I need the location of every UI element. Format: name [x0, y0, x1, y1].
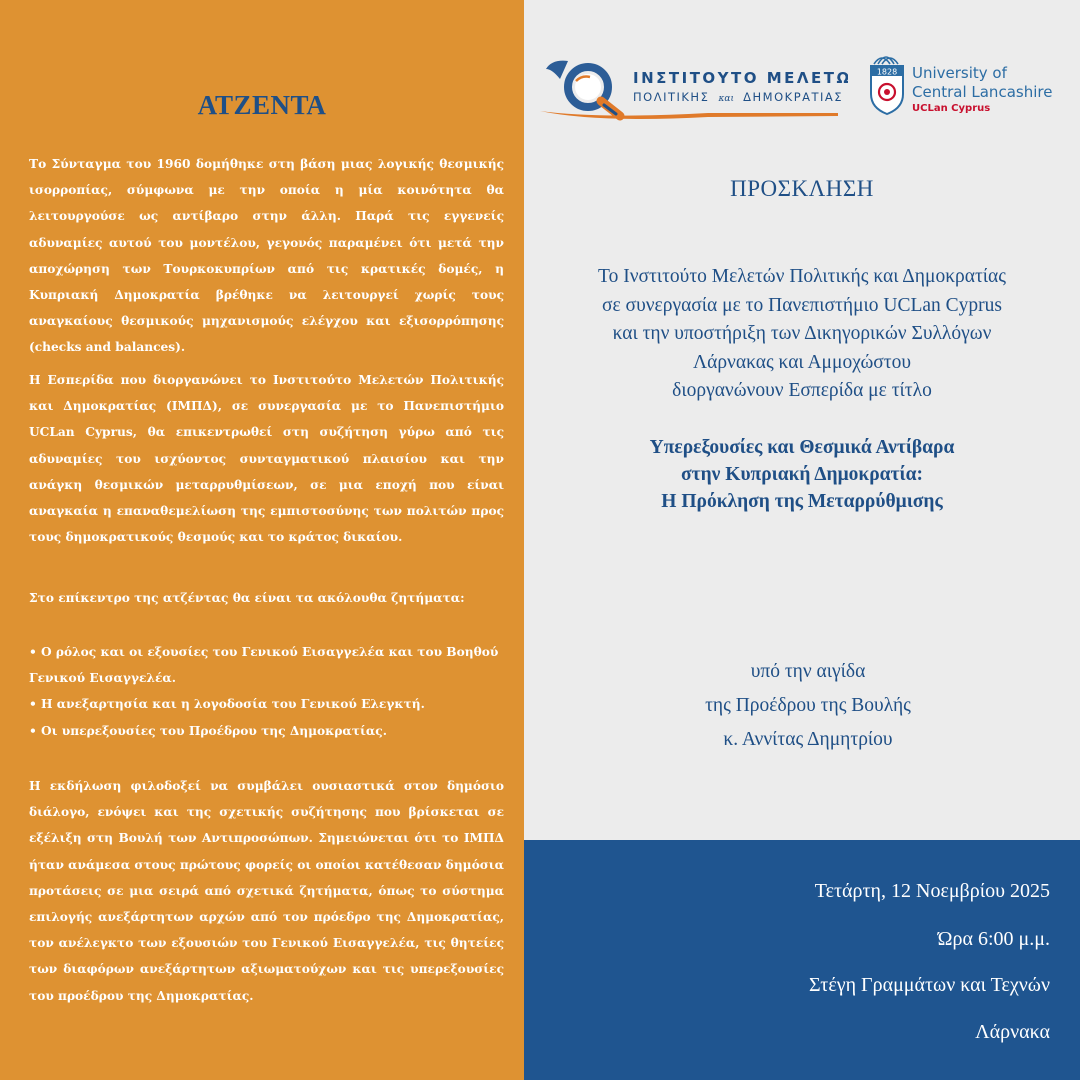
uclan-line3: UCLan Cyprus	[912, 103, 991, 114]
event-city: Λάρνακα	[975, 1021, 1050, 1043]
invitation-intro	[524, 263, 1080, 406]
event-title-line: στην Κυπριακή Δημοκρατία:	[681, 464, 923, 485]
aegis-line: της Προέδρου της Βουλής	[705, 695, 911, 716]
uclan-crest-icon	[868, 50, 1063, 122]
event-date: Τετάρτη, 12 Νοεμβρίου 2025	[814, 880, 1050, 902]
agenda-title: ΑΤΖΕΝΤΑ	[197, 90, 327, 120]
agenda-bullet-item: • Οι υπερεξουσίες του Προέδρου της Δημοκρατίας.	[29, 723, 387, 738]
uclan-line1: University of	[912, 64, 1007, 82]
agenda-bullet-item: • Η ανεξαρτησία και η λογοδοσία του Γενικού Ελεγκτή.	[29, 697, 425, 712]
aegis-line: υπό την αιγίδα	[750, 661, 866, 682]
uclan-logo	[868, 50, 1063, 126]
invitation-title: ΠΡΟΣΚΛΗΣΗ	[730, 176, 874, 201]
event-title-line: Η Πρόκληση της Μεταρρύθμισης	[661, 491, 943, 512]
agenda-bullet-item: • Ο ρόλος και οι εξουσίες του Γενικού Εισαγγελέα και του Βοηθού Γενικού Εισαγγελέα.	[29, 645, 499, 686]
intro-line: Λάρνακας και Αμμοχώστου	[692, 351, 912, 373]
agenda-paragraph-2: Η Εσπερίδα που διοργανώνει το Ινστιτούτο Μελετών Πολιτικής και Δημοκρατίας (ΙΜΠΔ), σε συνεργασία με το Πανεπιστήμιο UCLan Cyprus, θα επικεντρωθεί στη συζήτηση γύρω από τις αδυναμίες του ισχύοντος συνταγματικού πλαισίου και την ανάγκη θεσμικών μεταρρυθμίσεων, σε μια εποχή που είναι αναγκαία η επαναθεμελίωση της εμπιστοσύνης των πολιτών προς τους δημοκρατικούς θεσμούς και το κράτος δικαίου.	[29, 373, 504, 545]
event-details-panel	[524, 840, 1080, 1080]
aegis-block	[524, 655, 1080, 757]
ipd-logo	[538, 53, 848, 125]
aegis-line: κ. Αννίτας Δημητρίου	[723, 729, 893, 750]
agenda-paragraph-3: Στο επίκεντρο της ατζέντας θα είναι τα ακόλουθα ζητήματα:	[29, 591, 465, 605]
intro-line: σε συνεργασία με το Πανεπιστήμιο UCLan Cyprus	[601, 294, 1003, 316]
agenda-bullet-list	[29, 639, 504, 744]
intro-line: και την υποστήριξη των Δικηγορικών Συλλόγων	[612, 323, 992, 344]
intro-line: Το Ινστιτούτο Μελετών Πολιτικής και Δημοκρατίας	[598, 266, 1006, 287]
svg-text:ΠΟΛΙΤΙΚΗΣ και ΔΗΜΟ	[633, 90, 843, 104]
agenda-paragraph-4: Η εκδήλωση φιλοδοξεί να συμβάλει ουσιαστικά στον δημόσιο διάλογο, ενόψει και της σχετικής συζήτησης που βρίσκεται σε εξέλιξη στη Βουλή των Αντιπροσώπων. Σημειώνεται ότι το ΙΜΠΔ ήταν ανάμεσα στους πρώτους φορείς οι οποίοι κατέθεσαν δημόσια προτάσεις σε μια σειρά από σχετικά ζητήματα, όπως το σύστημα επιλογής ανεξάρτητων αρχών από τον πρόεδρο της Δημοκρατίας, τον ανέλεγκτο των εξουσιών του Γενικού Εισαγγελέα, τις θητείες των διαφόρων ανεξάρτητων αξιωματούχων και τις υπερεξουσίες του προέδρου της Δημοκρατίας.	[29, 779, 504, 1003]
intro-line: διοργανώνουν Εσπερίδα με τίτλο	[672, 380, 932, 401]
event-title-line: Υπερεξουσίες και Θεσμικά Αντίβαρα	[649, 437, 955, 458]
event-title	[524, 434, 1080, 515]
ipd-logo-line2a: ΠΟΛΙΤΙΚΗΣ	[633, 90, 710, 104]
event-venue: Στέγη Γραμμάτων και Τεχνών	[809, 974, 1050, 996]
event-time: Ώρα 6:00 μ.μ.	[937, 928, 1050, 950]
ipd-logo-line2b: και	[718, 94, 735, 104]
ipd-logo-line2c: ΔΗΜΟΚΡΑΤΙΑΣ	[743, 90, 844, 104]
agenda-paragraph-1: Το Σύνταγμα του 1960 δομήθηκε στη βάση μιας λογικής θεσμικής ισορροπίας, σύμφωνα με την οποία η μία κοινότητα θα λειτουργούσε ως αντίβαρο στην άλλη. Παρά τις εγγενείς αδυναμίες αυτού του μοντέλου, γεγονός παραμένει ότι μετά την αποχώρηση των Τουρκοκυπρίων από τις κρατικές δομές, η Κυπριακή Δημοκρατία βρέθηκε να λειτουργεί χωρίς τους αναγκαίους θεσμικούς μηχανισμούς ελέγχου και εξισορρόπησης (checks and balances).	[29, 157, 504, 355]
ipd-logo-line1: ΙΝΣΤΙΤΟΥΤΟ ΜΕΛΕΤΩΝ	[633, 69, 848, 87]
magnifier-icon	[538, 53, 848, 121]
uclan-line2: Central Lancashire	[912, 83, 1053, 101]
uclan-year: 1828	[876, 67, 898, 77]
